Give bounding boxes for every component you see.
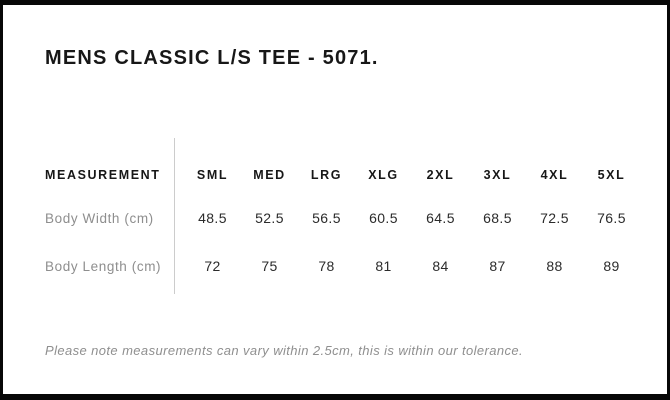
size-header-sml: SML — [196, 168, 229, 182]
body-length-value-xlg: 81 — [375, 258, 392, 274]
tolerance-note: Please note measurements can vary within 2.5cm, this is within our tolerance. — [45, 342, 524, 358]
body-length-label: Body Length (cm) — [45, 258, 162, 274]
body-length-value-med: 75 — [261, 258, 278, 274]
body-length-value-sml: 72 — [204, 258, 221, 274]
size-header-xlg: XLG — [368, 168, 399, 182]
size-header-3xl: 3XL — [483, 168, 512, 182]
body-width-value-4xl: 72.5 — [540, 210, 569, 226]
product-title: MENS CLASSIC L/S TEE - 5071. — [45, 47, 379, 69]
table-row-body-length — [3, 252, 667, 280]
body-width-value-5xl: 76.5 — [597, 210, 626, 226]
size-chart-header-row — [3, 161, 667, 189]
body-length-value-lrg: 78 — [318, 258, 335, 274]
body-length-value-5xl: 89 — [603, 258, 620, 274]
body-width-value-xlg: 60.5 — [369, 210, 398, 226]
body-width-value-lrg: 56.5 — [312, 210, 341, 226]
body-width-value-3xl: 68.5 — [483, 210, 512, 226]
size-header-4xl: 4XL — [540, 168, 569, 182]
body-width-value-2xl: 64.5 — [426, 210, 455, 226]
size-header-2xl: 2XL — [426, 168, 455, 182]
body-width-value-sml: 48.5 — [198, 210, 227, 226]
body-width-value-med: 52.5 — [255, 210, 284, 226]
size-header-med: MED — [253, 168, 286, 182]
body-length-value-3xl: 87 — [489, 258, 506, 274]
body-length-value-2xl: 84 — [432, 258, 449, 274]
body-length-value-4xl: 88 — [546, 258, 563, 274]
size-header-lrg: LRG — [310, 168, 343, 182]
measurement-column-header: MEASUREMENT — [45, 168, 161, 182]
body-width-label: Body Width (cm) — [45, 210, 154, 226]
size-guide-panel — [3, 5, 667, 394]
table-row-body-width — [3, 204, 667, 232]
size-header-5xl: 5XL — [597, 168, 626, 182]
